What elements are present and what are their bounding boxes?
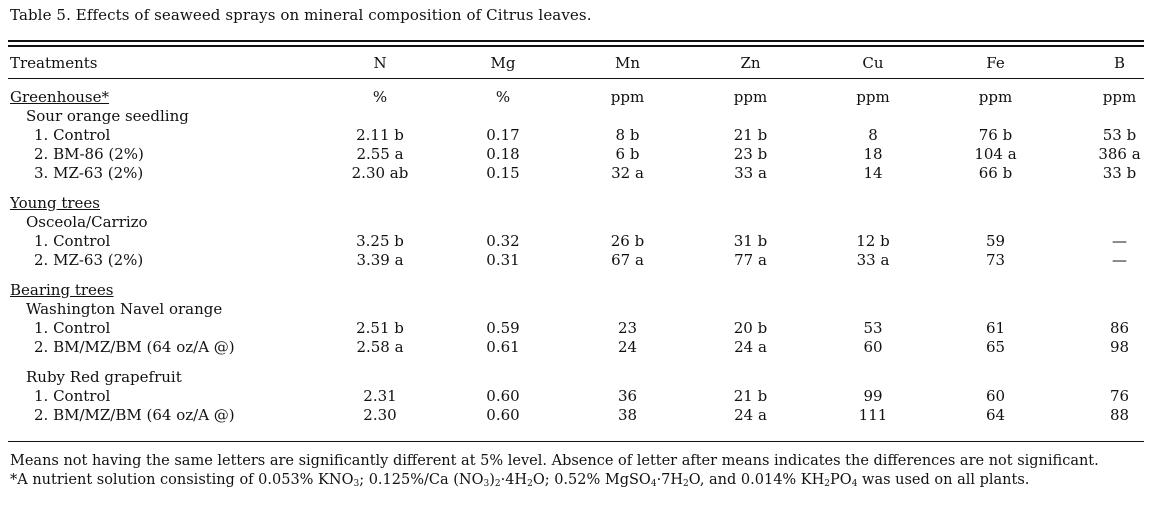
group-label: Osceola/Carrizo	[26, 213, 148, 231]
table-cell: 26 b	[610, 232, 645, 250]
table-cell: 66 b	[978, 164, 1013, 182]
significance-note: Means not having the same letters are significantly different at 5% level. Absence of letter after means indicates the differences are not significant.	[10, 453, 1099, 469]
table-cell: 32 a	[611, 164, 644, 182]
row-label: 2. BM/MZ/BM (64 oz/A @)	[34, 338, 235, 356]
table-cell: 2.11 b	[356, 126, 404, 144]
table-cell: 2.58 a	[356, 338, 404, 356]
table-cell: 2.30	[363, 406, 397, 424]
table-cell: 21 b	[733, 126, 768, 144]
table-cell: 18	[863, 145, 883, 163]
table-cell: 6 b	[615, 145, 640, 163]
table-cell: —	[1112, 251, 1127, 269]
column-header: Treatments	[10, 54, 98, 72]
table-cell: 14	[863, 164, 883, 182]
table-row	[10, 145, 1162, 164]
table-cell: 8 b	[615, 126, 640, 144]
row-label: 1. Control	[34, 126, 111, 144]
group-label: Washington Navel orange	[26, 300, 223, 318]
table-cell: —	[1112, 232, 1127, 250]
top-rule-double	[8, 45, 1144, 47]
table-cell: 60	[863, 338, 883, 356]
column-header: Mg	[490, 54, 516, 72]
table-cell: 53 b	[1102, 126, 1137, 144]
table-cell: 0.15	[486, 164, 520, 182]
table-cell: 23 b	[733, 145, 768, 163]
table-cell: 24 a	[734, 406, 767, 424]
table-cell: ppm	[856, 88, 890, 106]
column-header: N	[373, 54, 387, 72]
table-cell: 64	[985, 406, 1006, 424]
table-cell: 0.59	[486, 319, 520, 337]
table-cell: 67 a	[611, 251, 644, 269]
table-cell: 38	[617, 406, 638, 424]
section-title: Bearing trees	[10, 281, 114, 299]
table-cell: 33 a	[734, 164, 767, 182]
table-cell: 0.31	[486, 251, 520, 269]
table-cell: 0.61	[486, 338, 520, 356]
table-cell: 65	[985, 338, 1006, 356]
table-cell: 76 b	[978, 126, 1013, 144]
table-row	[10, 164, 1162, 183]
row-label: 2. BM/MZ/BM (64 oz/A @)	[34, 406, 235, 424]
table-cell: 0.32	[486, 232, 520, 250]
table-caption: Table 5. Effects of seaweed sprays on mineral composition of Citrus leaves.	[10, 6, 592, 24]
table-cell: 86	[1109, 319, 1130, 337]
table-cell: 33 a	[856, 251, 890, 269]
row-label: 1. Control	[34, 387, 111, 405]
table-row	[10, 319, 1162, 338]
table-cell: ppm	[978, 88, 1013, 106]
table-cell: 386 a	[1098, 145, 1141, 163]
section-row	[10, 281, 1162, 300]
table-cell: 2.30 ab	[351, 164, 409, 182]
table-cell: 59	[985, 232, 1006, 250]
table-cell: ppm	[1102, 88, 1137, 106]
section-title: Young trees	[10, 194, 100, 212]
table-cell: 98	[1109, 338, 1130, 356]
table-cell: 2.55 a	[356, 145, 404, 163]
table-cell: 8	[868, 126, 878, 144]
table-cell: 53	[863, 319, 883, 337]
table-cell: 0.60	[486, 406, 520, 424]
table-cell: 111	[858, 406, 888, 424]
table-cell: 24	[617, 338, 638, 356]
column-header: Fe	[986, 54, 1005, 72]
nutrient-solution-note: *A nutrient solution consisting of 0.053% $KNO_3$; 0.125%/Ca $(NO_3)_2\cdot 4H_2O$; 0.52% $MgSO_4\cdot 7H_2O$, and 0.014% $KH_2PO_4$ was used on all plants.	[10, 472, 1030, 489]
group-row	[10, 213, 1162, 232]
table-cell: 0.60	[486, 387, 520, 405]
table-cell: 88	[1109, 406, 1130, 424]
table-row	[10, 406, 1162, 425]
table-cell: 73	[985, 251, 1006, 269]
bottom-rule	[8, 441, 1144, 442]
table-cell: 76	[1109, 387, 1130, 405]
table-cell: 0.17	[486, 126, 520, 144]
group-row	[10, 300, 1162, 319]
table-row	[10, 338, 1162, 357]
group-row	[10, 368, 1162, 387]
table-cell: 2.31	[363, 387, 397, 405]
table-row	[10, 251, 1162, 270]
table-cell: %	[495, 88, 511, 106]
row-label: 2. BM-86 (2%)	[34, 145, 144, 163]
section-row	[10, 194, 1162, 213]
table-row	[10, 126, 1162, 145]
footnotes	[10, 452, 1150, 490]
table-cell: 24 a	[734, 338, 767, 356]
row-label: 1. Control	[34, 232, 111, 250]
column-header: Mn	[614, 54, 641, 72]
group-row	[10, 107, 1162, 126]
table-cell: %	[372, 88, 388, 106]
table-row	[10, 232, 1162, 251]
column-header: Cu	[862, 54, 884, 72]
column-header-row	[10, 49, 1162, 77]
group-label: Ruby Red grapefruit	[26, 368, 182, 386]
data-table	[10, 49, 1162, 425]
table-cell: 36	[617, 387, 638, 405]
column-header: B	[1113, 54, 1126, 72]
table-cell: 23	[617, 319, 638, 337]
table-cell: 0.18	[486, 145, 520, 163]
table-cell: 3.25 b	[356, 232, 404, 250]
table-cell: 20 b	[733, 319, 768, 337]
units-row	[10, 88, 1162, 107]
table-cell: 12 b	[856, 232, 890, 250]
table-cell: 2.51 b	[356, 319, 404, 337]
group-label: Sour orange seedling	[26, 107, 189, 125]
table-cell: ppm	[733, 88, 768, 106]
row-label: 1. Control	[34, 319, 111, 337]
table-cell: 3.39 a	[356, 251, 404, 269]
table-row	[10, 387, 1162, 406]
table-cell: 61	[985, 319, 1006, 337]
table-cell: 21 b	[733, 387, 768, 405]
column-header: Zn	[740, 54, 761, 72]
row-label: 3. MZ-63 (2%)	[34, 164, 144, 182]
top-rule	[8, 40, 1144, 42]
table-cell: 60	[985, 387, 1006, 405]
table-cell: 104 a	[974, 145, 1017, 163]
table-cell: 99	[863, 387, 883, 405]
table-cell: 77 a	[734, 251, 767, 269]
table-cell: 33 b	[1102, 164, 1137, 182]
table-cell: ppm	[610, 88, 645, 106]
row-label: 2. MZ-63 (2%)	[34, 251, 144, 269]
table-cell: 31 b	[733, 232, 768, 250]
section-title: Greenhouse*	[10, 88, 109, 106]
